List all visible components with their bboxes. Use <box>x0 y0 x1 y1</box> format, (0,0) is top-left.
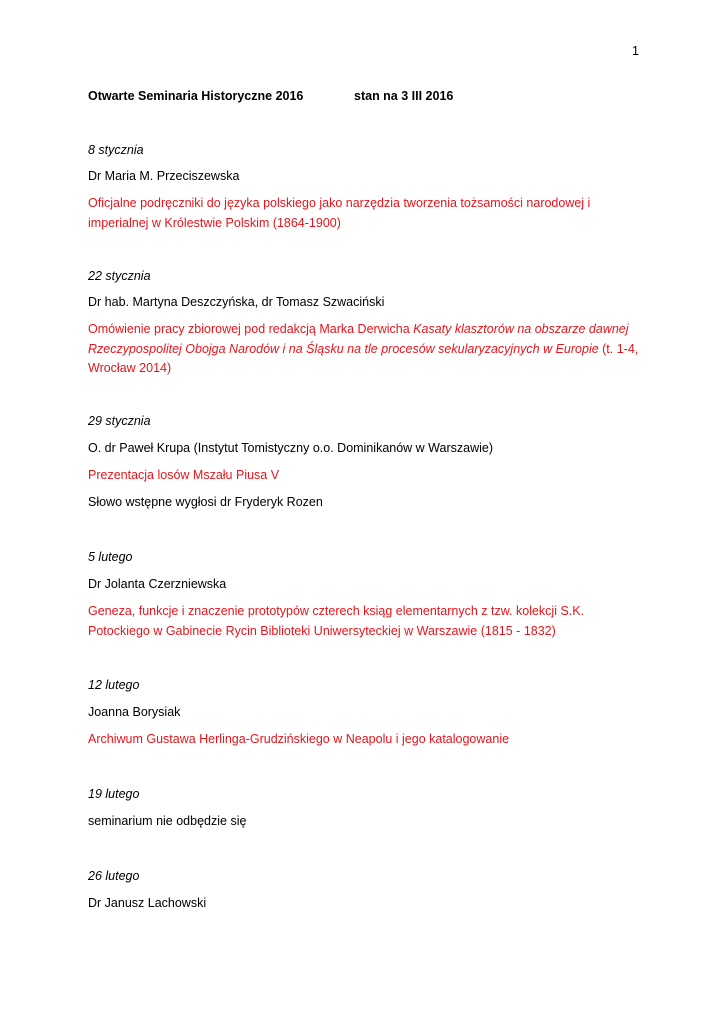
entry-topic: Oficjalne podręczniki do języka polskiego jako narzędzia tworzenia tożsamości narodowej i imperialnej w Królestwie Polskim (1864-1900) <box>88 196 591 230</box>
document-title <box>88 89 454 103</box>
entry-speaker: O. dr Paweł Krupa (Instytut Tomistyczny o.o. Dominikanów w Warszawie) <box>88 441 493 455</box>
entry-speaker: Dr hab. Martyna Deszczyńska, dr Tomasz Szwaciński <box>88 295 385 309</box>
title-text: Otwarte Seminaria Historyczne 2016 <box>88 89 304 103</box>
entry-date: 5 lutego <box>88 550 133 564</box>
entry-date: 26 lutego <box>88 869 140 883</box>
page-number: 1 <box>632 44 639 58</box>
entry-date: 29 stycznia <box>88 414 151 428</box>
entry-speaker: Dr Maria M. Przeciszewska <box>88 169 240 183</box>
entry-topic: Prezentacja losów Mszału Piusa V <box>88 468 280 482</box>
status-date: stan na 3 III 2016 <box>354 89 454 103</box>
entry-date: 19 lutego <box>88 787 140 801</box>
entry-speaker: Dr Jolanta Czerzniewska <box>88 577 227 591</box>
entry-note: seminarium nie odbędzie się <box>88 814 247 828</box>
entry-date: 22 stycznia <box>88 269 151 283</box>
topic-suffix: (t. 1-4, Wrocław 2014) <box>88 341 639 375</box>
entry-date: 8 stycznia <box>88 143 144 157</box>
topic-prefix: Omówienie pracy zbiorowej pod redakcją Marka Derwicha <box>88 322 414 336</box>
entry-speaker: Joanna Borysiak <box>88 705 181 719</box>
entry-topic: Geneza, funkcje i znaczenie prototypów czterech ksiąg elementarnych z tzw. kolekcji S.K. Potockiego w Gabinecie Rycin Biblioteki Uniwersyteckiej w Warszawie (1815 - 1832) <box>88 604 585 638</box>
entry-topic: Archiwum Gustawa Herlinga-Grudzińskiego w Neapolu i jego katalogowanie <box>88 732 510 746</box>
entry-topic <box>88 320 648 379</box>
topic-book-title: Kasaty klasztorów na obszarze dawnej Rzeczypospolitej Obojga Narodów i na Śląsku na tle procesów sekularyzacyjnych w Europie <box>88 322 629 356</box>
entry-speaker: Dr Janusz Lachowski <box>88 896 207 910</box>
entry-date: 12 lutego <box>88 678 140 692</box>
entry-note: Słowo wstępne wygłosi dr Fryderyk Rozen <box>88 495 323 509</box>
